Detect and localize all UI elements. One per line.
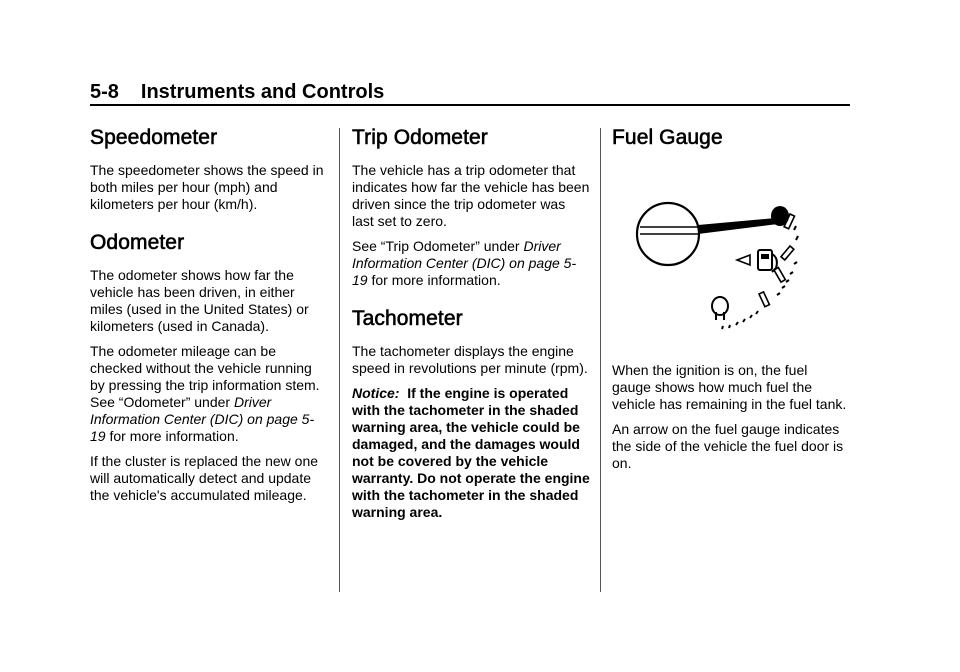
gauge-dial-arc xyxy=(722,226,798,329)
trip-text-end: for more information. xyxy=(367,272,501,288)
fuel-gauge-illustration xyxy=(612,178,842,348)
chapter-title: Instruments and Controls xyxy=(140,81,385,103)
odometer-paragraph-1: The odometer shows how far the vehicle has been driven, in either miles (used in the United States) or kilometers (used in Canada). xyxy=(90,267,309,334)
odometer-heading: Odometer xyxy=(90,231,185,254)
section-number: 5-8 xyxy=(90,81,119,103)
column-right xyxy=(612,124,850,480)
trip-text: See “Trip Odometer” under xyxy=(352,238,524,254)
column-divider xyxy=(339,128,340,592)
gauge-needle xyxy=(698,218,778,234)
trip-odometer-heading: Trip Odometer xyxy=(352,126,488,149)
notice-label: Notice: xyxy=(352,385,400,401)
speedometer-paragraph: The speedometer shows the speed in both miles per hour (mph) and kilometers per hour (km/h). xyxy=(90,162,324,212)
fuel-gauge-heading: Fuel Gauge xyxy=(612,126,723,149)
odometer-text: The odometer mileage can be checked without the vehicle running by pressing the trip information stem. See “Odometer” under xyxy=(90,343,320,410)
fuel-pump-icon xyxy=(758,250,777,272)
empty-mark-icon xyxy=(712,297,728,320)
notice-text: If the engine is operated with the tachometer in the shaded warning area, the vehicle could be damaged, and the damages would not be covered by the vehicle warranty. Do not operate the engine with the tachometer in the shaded warning area. xyxy=(352,385,590,520)
fuel-paragraph-2: An arrow on the fuel gauge indicates the side of the vehicle the fuel door is on. xyxy=(612,421,844,471)
speedometer-heading: Speedometer xyxy=(90,126,218,149)
dic-reference-link[interactable]: Driver Information Center (DIC) on page 5-19 xyxy=(90,394,315,444)
trip-paragraph-1: The vehicle has a trip odometer that indicates how far the vehicle has been driven since the trip odometer was last set to zero. xyxy=(352,162,590,229)
page-header xyxy=(90,80,850,104)
column-left xyxy=(90,124,328,512)
odometer-paragraph-2 xyxy=(90,343,328,445)
odometer-text-end: for more information. xyxy=(105,428,239,444)
header-rule xyxy=(90,104,850,106)
column-middle xyxy=(352,124,590,529)
trip-paragraph-2 xyxy=(352,238,590,289)
odometer-paragraph-3: If the cluster is replaced the new one will automatically detect and update the vehicle's accumulated mileage. xyxy=(90,453,319,503)
fuel-paragraph-1: When the ignition is on, the fuel gauge shows how much fuel the vehicle has remaining in the fuel tank. xyxy=(612,362,847,412)
dic-reference-link[interactable]: Driver Information Center (DIC) on page 5-19 xyxy=(352,238,577,288)
full-mark-icon xyxy=(771,206,789,226)
tachometer-heading: Tachometer xyxy=(352,307,463,330)
column-divider xyxy=(600,128,601,592)
tach-paragraph: The tachometer displays the engine speed in revolutions per minute (rpm). xyxy=(352,343,588,376)
notice-paragraph xyxy=(352,385,590,521)
fuel-door-arrow-icon xyxy=(737,255,750,265)
